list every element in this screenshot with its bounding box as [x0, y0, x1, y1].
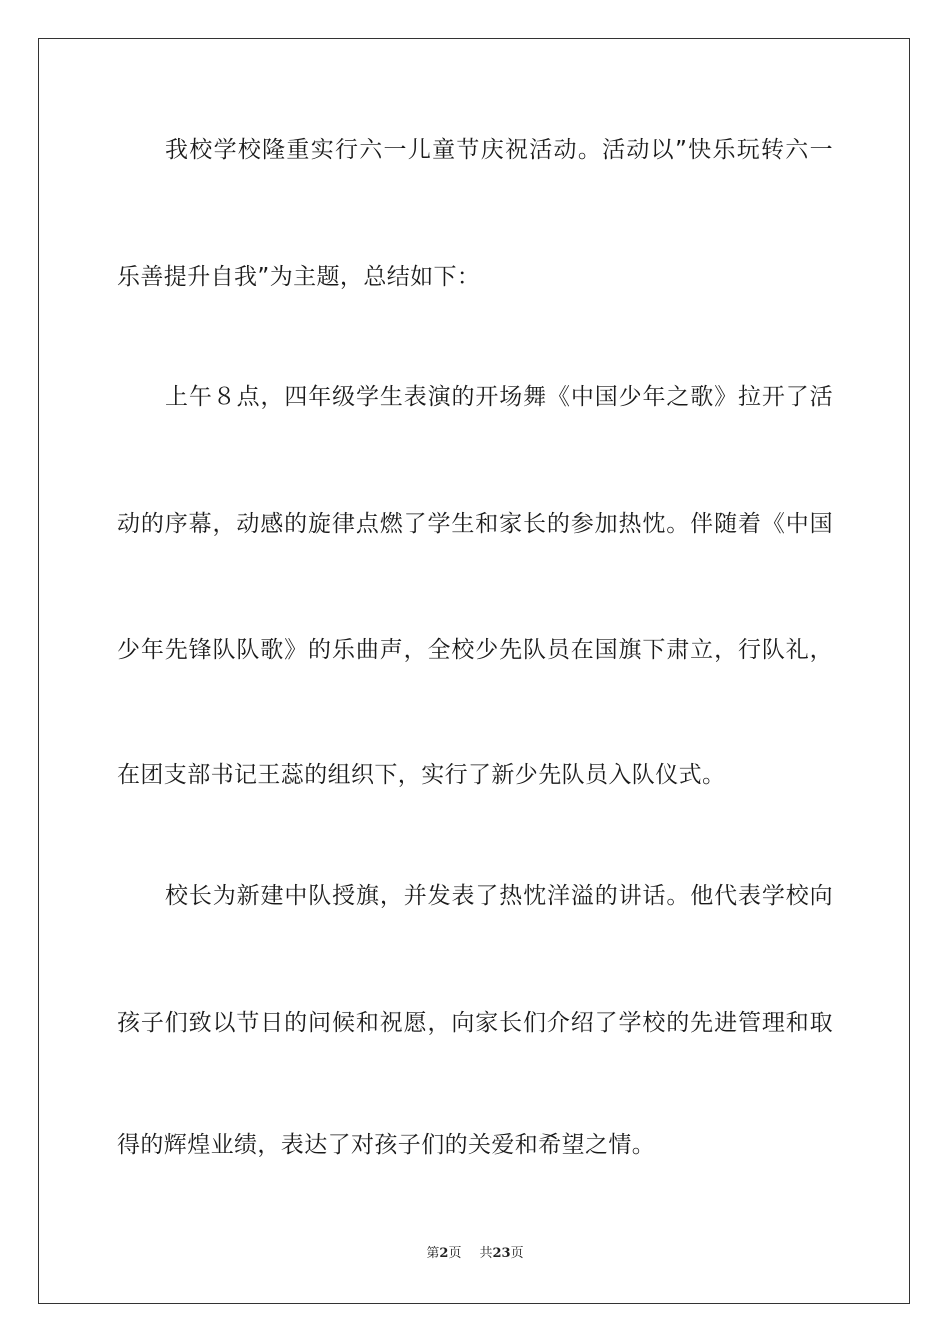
footer-total-suffix: 页 [510, 1246, 524, 1261]
paragraph-2-line-1: 上午８点，四年级学生表演的开场舞《中国少年之歌》拉开了活 [165, 384, 833, 410]
page-border [38, 38, 910, 1304]
paragraph-1-line-2: 乐善提升自我”为主题，总结如下： [117, 264, 481, 290]
paragraph-3-line-3: 得的辉煌业绩，表达了对孩子们的关爱和希望之情。 [117, 1132, 656, 1158]
page-footer [0, 1245, 950, 1263]
paragraph-3-line-2: 孩子们致以节日的问候和祝愿，向家长们介绍了学校的先进管理和取 [117, 1010, 833, 1036]
paragraph-2-line-3: 少年先锋队队歌》的乐曲声，全校少先队员在国旗下肃立，行队礼， [117, 637, 833, 663]
paragraph-1-line-1: 我校学校隆重实行六一儿童节庆祝活动。活动以”快乐玩转六一 [165, 137, 833, 163]
paragraph-2-line-2: 动的序幕，动感的旋律点燃了学生和家长的参加热忱。伴随着《中国 [117, 511, 833, 537]
footer-page-prefix: 第 [426, 1246, 440, 1261]
paragraph-2-line-4: 在团支部书记王蕊的组织下，实行了新少先队员入队仪式。 [117, 762, 726, 788]
footer-page-number: 2 [439, 1246, 449, 1261]
footer-total-pages: 23 [492, 1246, 511, 1261]
paragraph-3-line-1: 校长为新建中队授旗，并发表了热忱洋溢的讲话。他代表学校向 [165, 883, 833, 909]
footer-total-prefix: 共 [479, 1246, 493, 1261]
footer-page-suffix: 页 [448, 1246, 462, 1261]
